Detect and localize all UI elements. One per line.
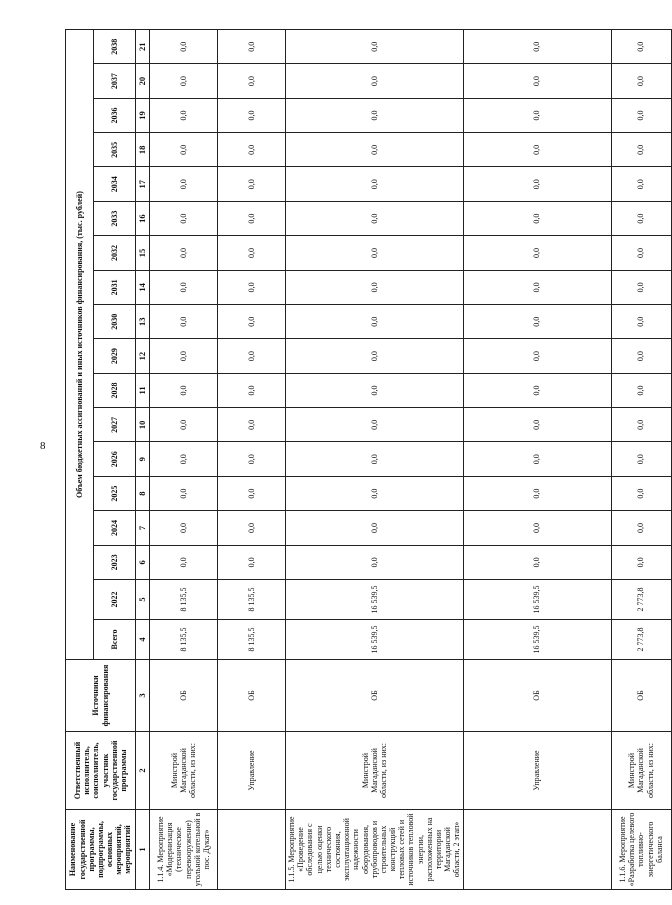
cell-year-value: 0,0 bbox=[218, 511, 286, 545]
cell-year-value: 0,0 bbox=[218, 408, 286, 442]
cell-name bbox=[218, 810, 286, 890]
cell-year-value: 0,0 bbox=[463, 64, 611, 98]
cell-responsible: Управление bbox=[463, 732, 611, 810]
cell-year-value: 0,0 bbox=[150, 236, 218, 270]
cell-name: 1.1.4. Мероприятие «Модернизация (техническое перевооружение) угольной котельной в пос. Дукат» bbox=[150, 810, 218, 890]
cell-year-value: 0,0 bbox=[218, 270, 286, 304]
cell-year-value: 0,0 bbox=[286, 133, 464, 167]
cell-year-value: 0,0 bbox=[611, 167, 671, 201]
cell-year-value: 0,0 bbox=[286, 29, 464, 63]
cell-year-value: 0,0 bbox=[463, 476, 611, 510]
cell-year-value: 0,0 bbox=[218, 167, 286, 201]
cell-2022: 8 135,5 bbox=[218, 580, 286, 620]
column-number: 16 bbox=[136, 201, 150, 235]
cell-year-value: 0,0 bbox=[611, 98, 671, 132]
column-number: 7 bbox=[136, 511, 150, 545]
cell-year-value: 0,0 bbox=[218, 236, 286, 270]
cell-year-value: 0,0 bbox=[463, 98, 611, 132]
cell-year-value: 0,0 bbox=[286, 511, 464, 545]
cell-name bbox=[463, 810, 611, 890]
column-number: 20 bbox=[136, 64, 150, 98]
column-number: 10 bbox=[136, 408, 150, 442]
rotated-table-container bbox=[65, 30, 664, 890]
cell-year-value: 0,0 bbox=[150, 339, 218, 373]
cell-year-value: 0,0 bbox=[611, 511, 671, 545]
cell-responsible: Минстрой Магаданской области, из них: bbox=[150, 732, 218, 810]
cell-year-value: 0,0 bbox=[286, 167, 464, 201]
cell-year-value: 0,0 bbox=[218, 476, 286, 510]
cell-year-value: 0,0 bbox=[218, 201, 286, 235]
table-row bbox=[611, 29, 671, 889]
cell-year-value: 0,0 bbox=[218, 545, 286, 579]
cell-year-value: 0,0 bbox=[218, 98, 286, 132]
column-number: 19 bbox=[136, 98, 150, 132]
header-year-2022: 2022 bbox=[94, 580, 136, 620]
header-year-2025: 2025 bbox=[94, 476, 136, 510]
cell-year-value: 0,0 bbox=[150, 133, 218, 167]
cell-year-value: 0,0 bbox=[218, 133, 286, 167]
cell-year-value: 0,0 bbox=[463, 511, 611, 545]
cell-year-value: 0,0 bbox=[150, 29, 218, 63]
cell-source: ОБ bbox=[150, 660, 218, 732]
header-year-2033: 2033 bbox=[94, 201, 136, 235]
table-row bbox=[218, 29, 286, 889]
cell-year-value: 0,0 bbox=[611, 442, 671, 476]
header-source: Источники финансирования bbox=[66, 660, 136, 732]
header-year-2035: 2035 bbox=[94, 133, 136, 167]
cell-year-value: 0,0 bbox=[150, 476, 218, 510]
cell-year-value: 0,0 bbox=[286, 201, 464, 235]
column-number: 12 bbox=[136, 339, 150, 373]
cell-year-value: 0,0 bbox=[611, 408, 671, 442]
header-year-2036: 2036 bbox=[94, 98, 136, 132]
cell-responsible: Минстрой Магаданской области, из них: bbox=[611, 732, 671, 810]
cell-year-value: 0,0 bbox=[286, 98, 464, 132]
header-year-2038: 2038 bbox=[94, 29, 136, 63]
cell-responsible: Управление bbox=[218, 732, 286, 810]
cell-total: 8 135,5 bbox=[218, 620, 286, 660]
cell-year-value: 0,0 bbox=[463, 201, 611, 235]
cell-year-value: 0,0 bbox=[286, 545, 464, 579]
cell-year-value: 0,0 bbox=[150, 98, 218, 132]
cell-year-value: 0,0 bbox=[218, 442, 286, 476]
cell-year-value: 0,0 bbox=[286, 408, 464, 442]
column-number: 5 bbox=[136, 580, 150, 620]
cell-year-value: 0,0 bbox=[463, 270, 611, 304]
cell-year-value: 0,0 bbox=[150, 408, 218, 442]
cell-year-value: 0,0 bbox=[150, 545, 218, 579]
cell-year-value: 0,0 bbox=[218, 305, 286, 339]
cell-year-value: 0,0 bbox=[611, 476, 671, 510]
cell-2022: 16 539,5 bbox=[463, 580, 611, 620]
financing-table bbox=[65, 29, 672, 890]
header-responsible: Ответственный исполнитель, соисполнитель, участник государственной программы bbox=[66, 732, 136, 810]
cell-total: 16 539,5 bbox=[286, 620, 464, 660]
column-number: 21 bbox=[136, 29, 150, 63]
column-number: 3 bbox=[136, 660, 150, 732]
cell-year-value: 0,0 bbox=[286, 270, 464, 304]
cell-2022: 8 135,5 bbox=[150, 580, 218, 620]
cell-year-value: 0,0 bbox=[218, 339, 286, 373]
column-number: 18 bbox=[136, 133, 150, 167]
table-row bbox=[463, 29, 611, 889]
cell-year-value: 0,0 bbox=[286, 64, 464, 98]
header-volume: Объем бюджетных ассигнований и иных источников финансирования, (тыс. рублей) bbox=[66, 29, 94, 659]
cell-year-value: 0,0 bbox=[463, 373, 611, 407]
cell-2022: 16 539,5 bbox=[286, 580, 464, 620]
cell-year-value: 0,0 bbox=[611, 339, 671, 373]
cell-source: ОБ bbox=[463, 660, 611, 732]
cell-year-value: 0,0 bbox=[286, 476, 464, 510]
cell-source: ОБ bbox=[286, 660, 464, 732]
cell-total: 16 539,5 bbox=[463, 620, 611, 660]
header-name: Наименование государственной программы, подпрограммы, основных мероприятий, мероприятий bbox=[66, 810, 136, 890]
cell-year-value: 0,0 bbox=[286, 442, 464, 476]
cell-year-value: 0,0 bbox=[463, 305, 611, 339]
cell-2022: 2 773,8 bbox=[611, 580, 671, 620]
cell-year-value: 0,0 bbox=[463, 442, 611, 476]
header-year-2032: 2032 bbox=[94, 236, 136, 270]
header-year-2029: 2029 bbox=[94, 339, 136, 373]
cell-year-value: 0,0 bbox=[611, 64, 671, 98]
cell-year-value: 0,0 bbox=[150, 442, 218, 476]
cell-year-value: 0,0 bbox=[218, 373, 286, 407]
cell-year-value: 0,0 bbox=[150, 270, 218, 304]
cell-total: 8 135,5 bbox=[150, 620, 218, 660]
cell-year-value: 0,0 bbox=[463, 408, 611, 442]
cell-year-value: 0,0 bbox=[286, 339, 464, 373]
cell-year-value: 0,0 bbox=[611, 305, 671, 339]
header-year-2030: 2030 bbox=[94, 305, 136, 339]
cell-year-value: 0,0 bbox=[150, 511, 218, 545]
column-number: 8 bbox=[136, 476, 150, 510]
header-year-2037: 2037 bbox=[94, 64, 136, 98]
header-year-2024: 2024 bbox=[94, 511, 136, 545]
cell-source: ОБ bbox=[218, 660, 286, 732]
cell-year-value: 0,0 bbox=[611, 201, 671, 235]
cell-year-value: 0,0 bbox=[611, 373, 671, 407]
cell-year-value: 0,0 bbox=[611, 29, 671, 63]
cell-year-value: 0,0 bbox=[286, 373, 464, 407]
header-year-2027: 2027 bbox=[94, 408, 136, 442]
cell-year-value: 0,0 bbox=[150, 373, 218, 407]
cell-name: 1.1.6. Мероприятие «Разработка целевого топливно-энергетического баланса bbox=[611, 810, 671, 890]
cell-year-value: 0,0 bbox=[463, 133, 611, 167]
cell-year-value: 0,0 bbox=[150, 201, 218, 235]
cell-year-value: 0,0 bbox=[463, 29, 611, 63]
column-number: 9 bbox=[136, 442, 150, 476]
header-year-2026: 2026 bbox=[94, 442, 136, 476]
cell-year-value: 0,0 bbox=[150, 64, 218, 98]
cell-year-value: 0,0 bbox=[463, 339, 611, 373]
header-year-2034: 2034 bbox=[94, 167, 136, 201]
cell-year-value: 0,0 bbox=[611, 545, 671, 579]
column-number: 11 bbox=[136, 373, 150, 407]
cell-source: ОБ bbox=[611, 660, 671, 732]
cell-year-value: 0,0 bbox=[463, 167, 611, 201]
cell-year-value: 0,0 bbox=[611, 270, 671, 304]
column-number: 15 bbox=[136, 236, 150, 270]
column-number: 1 bbox=[136, 810, 150, 890]
column-number: 4 bbox=[136, 620, 150, 660]
page-number: 8 bbox=[40, 440, 46, 452]
cell-responsible: Минстрой Магаданской области, из них: bbox=[286, 732, 464, 810]
header-total: Всего bbox=[94, 620, 136, 660]
cell-year-value: 0,0 bbox=[611, 236, 671, 270]
cell-year-value: 0,0 bbox=[150, 305, 218, 339]
cell-total: 2 773,8 bbox=[611, 620, 671, 660]
cell-year-value: 0,0 bbox=[463, 545, 611, 579]
table-row bbox=[286, 29, 464, 889]
table-row bbox=[150, 29, 218, 889]
column-number: 14 bbox=[136, 270, 150, 304]
cell-year-value: 0,0 bbox=[150, 167, 218, 201]
cell-year-value: 0,0 bbox=[218, 64, 286, 98]
header-year-2031: 2031 bbox=[94, 270, 136, 304]
cell-year-value: 0,0 bbox=[286, 236, 464, 270]
column-number: 2 bbox=[136, 732, 150, 810]
header-year-2023: 2023 bbox=[94, 545, 136, 579]
column-number: 13 bbox=[136, 305, 150, 339]
cell-name: 1.1.5. Мероприятие «Проведение обследования с целью оценки технического состояния, эксплуатационной надежности оборудования, трубопроводов и строительных конструкций тепловых сетей и источников тепловой энергии, расположенных на территории Магаданской области, 2 этап» bbox=[286, 810, 464, 890]
header-year-2028: 2028 bbox=[94, 373, 136, 407]
cell-year-value: 0,0 bbox=[611, 133, 671, 167]
cell-year-value: 0,0 bbox=[218, 29, 286, 63]
column-number: 6 bbox=[136, 545, 150, 579]
column-number: 17 bbox=[136, 167, 150, 201]
cell-year-value: 0,0 bbox=[463, 236, 611, 270]
cell-year-value: 0,0 bbox=[286, 305, 464, 339]
